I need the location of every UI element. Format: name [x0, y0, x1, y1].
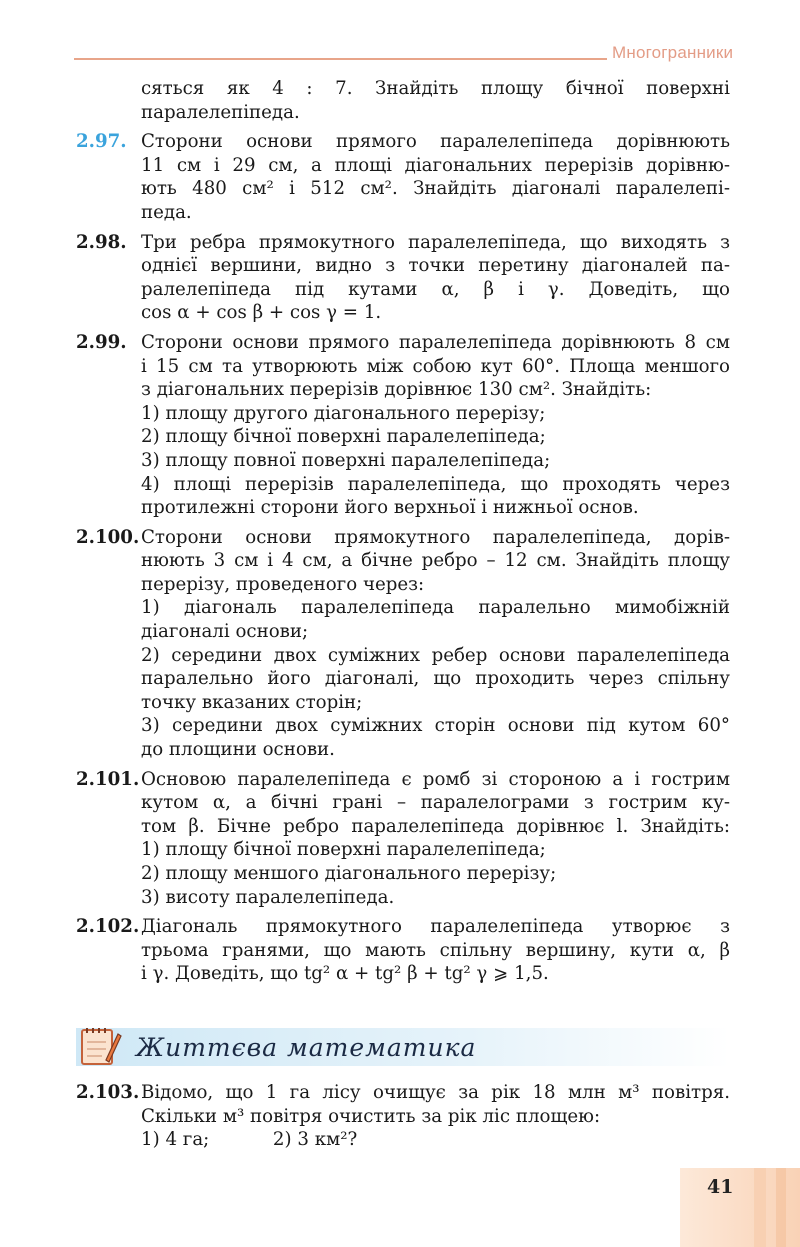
problem-line: 1) діагональ паралелепіпеда паралельно мимобіжній: [141, 597, 730, 619]
problem-line: до площини основи.: [141, 739, 335, 761]
header-rule: [74, 58, 607, 60]
problem-2-100: [76, 526, 730, 762]
problem-line: 2) середини двох суміжних ребер основи паралелепіпеда: [141, 644, 730, 666]
running-header: Многогранники: [612, 43, 734, 62]
problem-line: 4) площі перерізів паралелепіпеда, що проходять через: [141, 473, 730, 495]
problem-line: 1) площу бічної поверхні паралелепіпеда;: [141, 839, 546, 861]
problem-line: і γ. Доведіть, що tg² α + tg² β + tg² γ ⩾ 1,5.: [141, 963, 549, 985]
answer-options: [141, 1128, 730, 1152]
problem-number: 2.102.: [76, 916, 140, 938]
problem-line: Скільки м³ повітря очистить за рік ліс площею:: [141, 1105, 601, 1127]
problem-line: Сторони основи прямого паралелепіпеда дорівнюють 8 см: [141, 331, 730, 353]
problem-line: протилежні сторони його верхньої і нижньої основ.: [141, 497, 639, 519]
problem-number: 2.100.: [76, 526, 140, 548]
problem-line: 2) площу бічної поверхні паралелепіпеда;: [141, 426, 546, 448]
problem-line: 11 см і 29 см, а площі діагональних перерізів дорівню-: [141, 154, 730, 176]
problem-line: том β. Бічне ребро паралелепіпеда дорівнює l. Знайдіть:: [141, 815, 730, 837]
problem-number: 2.99.: [76, 331, 127, 353]
page-corner-decoration: [680, 1168, 800, 1247]
problem-line: 2) площу меншого діагонального перерізу;: [141, 863, 557, 884]
problem-2-103: [76, 1081, 730, 1152]
problem-line: однієї вершини, видно з точки перетину діагоналей па-: [141, 255, 730, 277]
problem-line: Сторони основи прямокутного паралелепіпеда, дорів-: [141, 526, 730, 548]
problem-continuation: [76, 77, 730, 124]
problem-line: 1) площу другого діагонального перерізу;: [141, 402, 546, 424]
problem-line: Основою паралелепіпеда є ромб зі стороною a і гострим: [141, 768, 730, 790]
problem-line: і 15 см та утворюють між собою кут 60°. Площа меншого: [141, 355, 730, 377]
problem-line: паралельно його діагоналі, що проходить через спільну: [141, 668, 730, 690]
problem-line: 3) висоту паралелепіпеда.: [141, 886, 395, 908]
life-math-problems: [76, 1081, 730, 1158]
problem-line: перерізу, проведеного через:: [141, 573, 425, 595]
problems-list: [76, 77, 730, 992]
problem-line: трьома гранями, що мають спільну вершину, кути α, β: [141, 939, 730, 961]
problem-line: з діагональних перерізів дорівнює 130 см². Знайдіть:: [141, 379, 652, 401]
problem-number: 2.101.: [76, 768, 140, 790]
notebook-pencil-icon: [76, 1022, 122, 1068]
page-number: 41: [707, 1176, 734, 1198]
problem-line: 3) середини двох суміжних сторін основи під кутом 60°: [141, 715, 730, 737]
problem-line: нюють 3 см і 4 см, а бічне ребро – 12 см. Знайдіть площу: [141, 550, 730, 572]
problem-line: сяться як 4 : 7. Знайдіть площу бічної поверхні: [141, 78, 730, 99]
problem-2-99: [76, 331, 730, 520]
problem-line: Відомо, що 1 га лісу очищує за рік 18 млн м³ повітря.: [141, 1082, 730, 1103]
problem-line: cos α + cos β + cos γ = 1.: [141, 302, 382, 324]
problem-line: паралелепіпеда.: [141, 101, 300, 123]
problem-number: 2.103.: [76, 1082, 140, 1103]
problem-line: точку вказаних сторін;: [141, 691, 363, 713]
problem-line: Три ребра прямокутного паралелепіпеда, що виходять з: [141, 231, 730, 253]
problem-number: 2.97.: [76, 131, 127, 153]
option-2: 2) 3 км²?: [272, 1129, 358, 1151]
problem-line: ють 480 см² і 512 см². Знайдіть діагоналі паралелепі-: [141, 178, 730, 200]
problem-line: ралелепіпеда під кутами α, β і γ. Доведіть, що: [141, 278, 730, 300]
section-title: Життєва математика: [136, 1033, 477, 1062]
problem-line: діагоналі основи;: [141, 621, 309, 643]
problem-2-101: [76, 768, 730, 910]
problem-line: Сторони основи прямого паралелепіпеда дорівнюють: [141, 131, 730, 153]
problem-line: кутом α, а бічні грані – паралелограми з гострим ку-: [141, 792, 730, 814]
problem-number: 2.98.: [76, 231, 127, 253]
problem-2-97: [76, 130, 730, 224]
problem-2-102: [76, 915, 730, 986]
option-1: 1) 4 га;: [141, 1129, 210, 1151]
problem-line: педа.: [141, 201, 192, 223]
problem-line: Діагональ прямокутного паралелепіпеда утворює з: [141, 916, 730, 938]
problem-line: 3) площу повної поверхні паралелепіпеда;: [141, 449, 551, 471]
problem-2-98: [76, 231, 730, 325]
